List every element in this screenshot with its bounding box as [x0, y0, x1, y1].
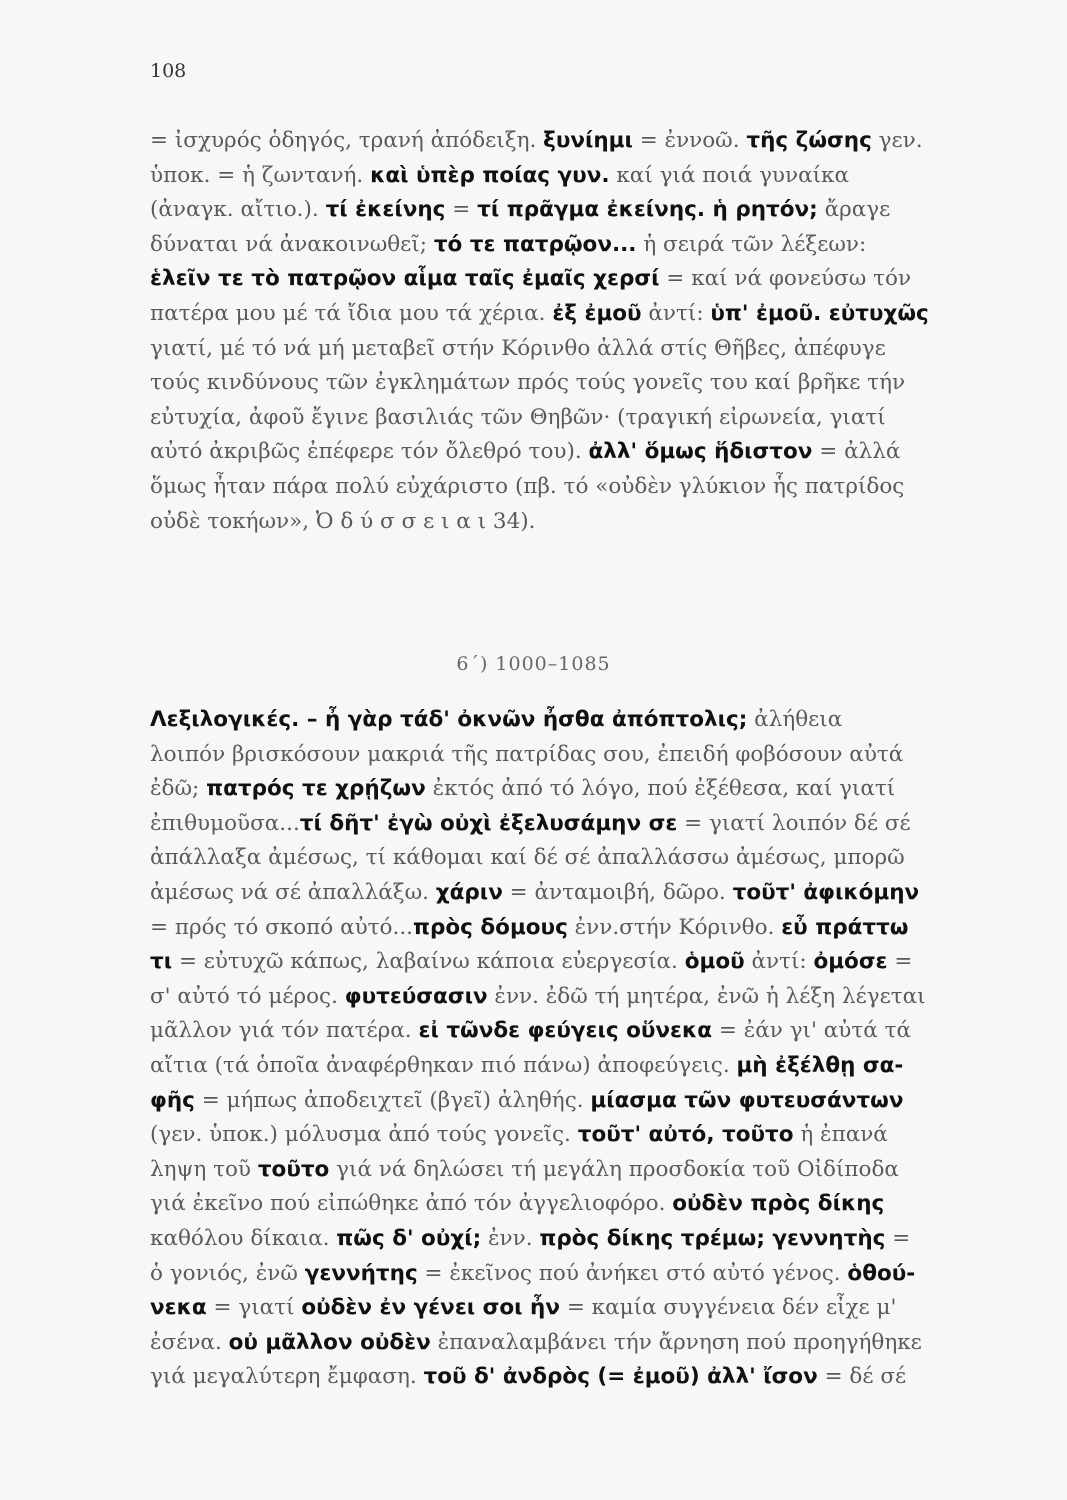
- lemma-bold: τί ἐκείνης: [325, 197, 446, 223]
- gloss-text: ἡ ἐπανά: [793, 1122, 888, 1148]
- text-line: [150, 195, 1014, 225]
- text-line: [150, 1328, 1014, 1358]
- lemma-bold: τί πρᾶγμα ἐκείνης. ἡ ρητόν;: [477, 197, 818, 223]
- text-line: [150, 705, 1014, 735]
- gloss-text: ἀπάλλαξα ἀμέσως, τί κάθομαι καί δέ σέ ἀπαλλάσσω ἀμέσως, μπορῶ: [150, 845, 905, 871]
- lemma-bold: γεννήτης: [304, 1260, 418, 1286]
- lemma-bold: ἑλεῖν τε τὸ πατρῷον αἷμα ταῖς ἐμαῖς χερσί: [150, 266, 660, 292]
- gloss-text: =: [887, 949, 913, 975]
- gloss-text: = γιατί λοιπόν δέ σέ: [677, 810, 911, 836]
- gloss-text: = καί νά φονεύσω τόν: [659, 266, 912, 292]
- lemma-bold: τῆς ζώσης: [746, 128, 872, 153]
- gloss-text: δύναται νά ἀνακοινωθεῖ;: [150, 231, 434, 257]
- lemma-bold: τοῦτ' αὐτό, τοῦτο: [577, 1122, 794, 1148]
- lemma-bold: φυτεύσασιν: [344, 983, 488, 1009]
- gloss-text: μᾶλλον γιά τόν πατέρα.: [150, 1018, 419, 1044]
- gloss-text: εὐτυχία, ἀφοῦ ἔγινε βασιλιάς τῶν Θηβῶν· (τραγική εἰρωνεία, γιατί: [150, 404, 886, 430]
- gloss-text: ἐπαναλαμβάνει τήν ἄρνηση πού προηγήθηκε: [430, 1329, 922, 1355]
- lemma-bold: ὀμόσε: [813, 949, 888, 975]
- gloss-text: = δέ σέ: [817, 1364, 907, 1390]
- gloss-text: = εὐτυχῶ κάπως, λαβαίνω κάποια εὐεργεσία.: [172, 949, 685, 975]
- gloss-text: = ἰσχυρός ὁδηγός, τρανή ἀπόδειξη.: [150, 128, 544, 153]
- gloss-text: ἐδῶ;: [150, 776, 207, 802]
- text-line: [150, 161, 1014, 191]
- lemma-bold: μίασμα τῶν φυτευσάντων: [590, 1087, 904, 1113]
- gloss-text: ὑποκ. = ἡ ζωντανή.: [150, 162, 371, 188]
- lemma-bold: πατρός τε χρῄζων: [206, 776, 426, 802]
- gloss-text: (γεν. ὑποκ.) μόλυσμα ἀπό τούς γονεῖς.: [150, 1122, 578, 1148]
- gloss-text: ὅμως ἦταν πάρα πολύ εὐχάριστο (πβ. τό «οὐδὲν γλύκιον ἧς πατρίδος: [150, 474, 905, 499]
- lemma-bold: οὐ μᾶλλον οὐδὲν: [228, 1329, 431, 1355]
- gloss-text: = γιατί: [206, 1295, 302, 1321]
- text-line: [150, 843, 1014, 873]
- page-number: 108: [150, 60, 187, 82]
- gloss-text: ἡ σειρά τῶν λέξεων:: [636, 231, 867, 257]
- text-line: [150, 1189, 1014, 1219]
- lemma-bold: εἰ τῶνδε φεύγεις οὕνεκα: [418, 1018, 713, 1044]
- text-line: [150, 1155, 1014, 1185]
- gloss-text: αὐτό ἀκριβῶς ἐπέφερε τόν ὄλεθρό του).: [150, 439, 589, 465]
- section-heading: 6΄) 1000–1085: [456, 653, 611, 675]
- text-line: [150, 299, 1014, 329]
- text-line: [150, 913, 1014, 943]
- lemma-bold: ὁμοῦ: [684, 949, 745, 975]
- gloss-text: =: [445, 197, 478, 223]
- gloss-text: = ἐάν γι' αὐτά τά: [712, 1018, 911, 1044]
- lemma-bold: τι: [150, 949, 173, 975]
- gloss-text: καθόλου δίκαια.: [150, 1226, 337, 1251]
- gloss-text: πατέρα μου μέ τά ἴδια μου τά χέρια.: [150, 301, 553, 326]
- lemma-bold: τί δῆτ' ἐγὼ οὐχὶ ἐξελυσάμην σε: [299, 810, 678, 836]
- gloss-text: γιά μεγαλύτερη ἔμφαση.: [150, 1364, 424, 1390]
- lemma-bold: ὁθού-: [847, 1260, 916, 1286]
- gloss-text: =: [885, 1226, 911, 1251]
- gloss-text: = ἀνταμοιβή, δῶρο.: [502, 880, 733, 905]
- gloss-text: ἐνν.: [481, 1226, 540, 1251]
- gloss-text: σ' αὐτό τό μέρος.: [150, 983, 345, 1009]
- lemma-bold: ξυνίημι: [543, 128, 633, 153]
- gloss-text: καί γιά ποιά γυναίκα: [609, 162, 849, 188]
- gloss-text: γεν.: [871, 128, 923, 153]
- gloss-text: = καμία συγγένεια δέν εἶχε μ': [559, 1295, 897, 1321]
- gloss-text: ἀντί:: [744, 949, 814, 975]
- lemma-bold: ἐξ ἐμοῦ: [552, 301, 642, 326]
- gloss-text: = ἀλλά: [812, 439, 901, 465]
- lemma-bold: Λεξιλογικές. – ἦ γὰρ τάδ' ὀκνῶν ἦσθα ἀπόπτολις;: [150, 707, 748, 732]
- text-line: [150, 368, 1014, 398]
- gloss-text: ἀμέσως νά σέ ἀπαλλάξω.: [150, 880, 436, 905]
- gloss-text: = ἐννοῶ.: [632, 128, 747, 153]
- text-line: [150, 1293, 1014, 1323]
- gloss-text: ἐπιθυμοῦσα...: [150, 810, 300, 836]
- gloss-text: οὐδὲ τοκήων», Ὀ δ ύ σ σ ε ι α ι 34).: [150, 508, 536, 534]
- gloss-text: ἀντί:: [641, 301, 711, 326]
- lemma-bold: πῶς δ' οὐχί;: [336, 1226, 482, 1251]
- text-line: [150, 1259, 1014, 1289]
- gloss-text: τούς κινδύνους τῶν ἐγκλημάτων πρός τούς γονεῖς του καί βρῆκε τήν: [150, 370, 906, 396]
- text-line: [150, 1362, 1014, 1392]
- gloss-text: = ἐκεῖνος πού ἀνήκει στό αὐτό γένος.: [417, 1260, 848, 1286]
- gloss-text: ἐνν.στήν Κόρινθο.: [567, 914, 782, 940]
- lemma-bold: ὑπ' ἐμοῦ. εὐτυχῶς: [710, 301, 929, 326]
- text-line: [150, 230, 1014, 260]
- gloss-text: (ἀναγκ. αἴτιο.).: [150, 197, 326, 223]
- gloss-text: γιά νά δηλώσει τή μεγάλη προσδοκία τοῦ Οἰδίποδα: [329, 1156, 899, 1182]
- text-line: [150, 774, 1014, 804]
- lemma-bold: οὐδὲν πρὸς δίκης: [672, 1191, 885, 1217]
- text-line: [150, 507, 1014, 537]
- text-line: [150, 982, 1014, 1012]
- lemma-bold: νεκα: [150, 1295, 207, 1321]
- text-line: [150, 334, 1014, 364]
- text-line: [150, 1120, 1014, 1150]
- lemma-bold: εὖ πράττω: [781, 914, 909, 940]
- gloss-text: ἐκτός ἀπό τό λόγο, πού ἐξέθεσα, καί γιατί: [425, 776, 896, 802]
- text-line: [150, 126, 1014, 156]
- lemma-bold: τοῦτο: [257, 1156, 330, 1182]
- gloss-text: ἐσένα.: [150, 1329, 229, 1355]
- lemma-bold: καὶ ὑπὲρ ποίας γυν.: [370, 162, 610, 188]
- lemma-bold: φῆς: [150, 1087, 195, 1113]
- gloss-text: γιά ἐκεῖνο πού εἰπώθηκε ἀπό τόν ἀγγελιοφόρο.: [150, 1191, 673, 1217]
- gloss-text: ληψη τοῦ: [150, 1156, 258, 1182]
- lemma-bold: ἀλλ' ὅμως ἥδιστον: [588, 439, 813, 465]
- lemma-bold: πρὸς δίκης τρέμω; γεννητὴς: [539, 1226, 886, 1251]
- gloss-text: ἀλήθεια: [747, 707, 843, 732]
- lemma-bold: μὴ ἐξέλθῃ σα-: [736, 1053, 904, 1078]
- gloss-text: = μήπως ἀποδειχτεῖ (βγεῖ) ἀληθής.: [194, 1087, 591, 1113]
- lemma-bold: οὐδὲν ἐν γένει σοι ἦν: [301, 1295, 560, 1321]
- gloss-text: ἐνν. ἐδῶ τή μητέρα, ἐνῶ ἡ λέξη λέγεται: [487, 983, 926, 1009]
- gloss-text: λοιπόν βρισκόσουν μακριά τῆς πατρίδας σου, ἐπειδή φοβόσουν αὐτά: [150, 741, 904, 767]
- text-line: [150, 1016, 1014, 1046]
- text-line: [150, 437, 1014, 467]
- gloss-text: ἄραγε: [817, 197, 891, 223]
- lemma-bold: τοῦτ' ἀφικόμην: [732, 880, 920, 905]
- text-line: [150, 878, 1014, 908]
- lemma-bold: χάριν: [435, 880, 503, 905]
- text-line: [150, 740, 1014, 770]
- lemma-bold: πρὸς δόμους: [413, 914, 568, 940]
- gloss-text: αἴτια (τά ὁποῖα ἀναφέρθηκαν πιό πάνω) ἀποφεύγεις.: [150, 1053, 737, 1078]
- gloss-text: γιατί, μέ τό νά μή μεταβεῖ στήν Κόρινθο ἀλλά στίς Θῆβες, ἀπέφυγε: [150, 335, 886, 361]
- gloss-text: ὁ γονιός, ἐνῶ: [150, 1260, 305, 1286]
- text-line: [150, 472, 1014, 502]
- text-line: [150, 1051, 1014, 1081]
- lemma-bold: τοῦ δ' ἀνδρὸς (= ἐμοῦ) ἀλλ' ἴσον: [423, 1364, 818, 1390]
- text-line: [150, 403, 1014, 433]
- text-line: [150, 1224, 1014, 1254]
- text-line: [150, 809, 1014, 839]
- lemma-bold: τό τε πατρῷον...: [433, 231, 637, 257]
- text-line: [150, 1086, 1014, 1116]
- gloss-text: = πρός τό σκοπό αὐτό...: [150, 914, 414, 940]
- text-line: [150, 264, 1014, 294]
- text-line: [150, 947, 1014, 977]
